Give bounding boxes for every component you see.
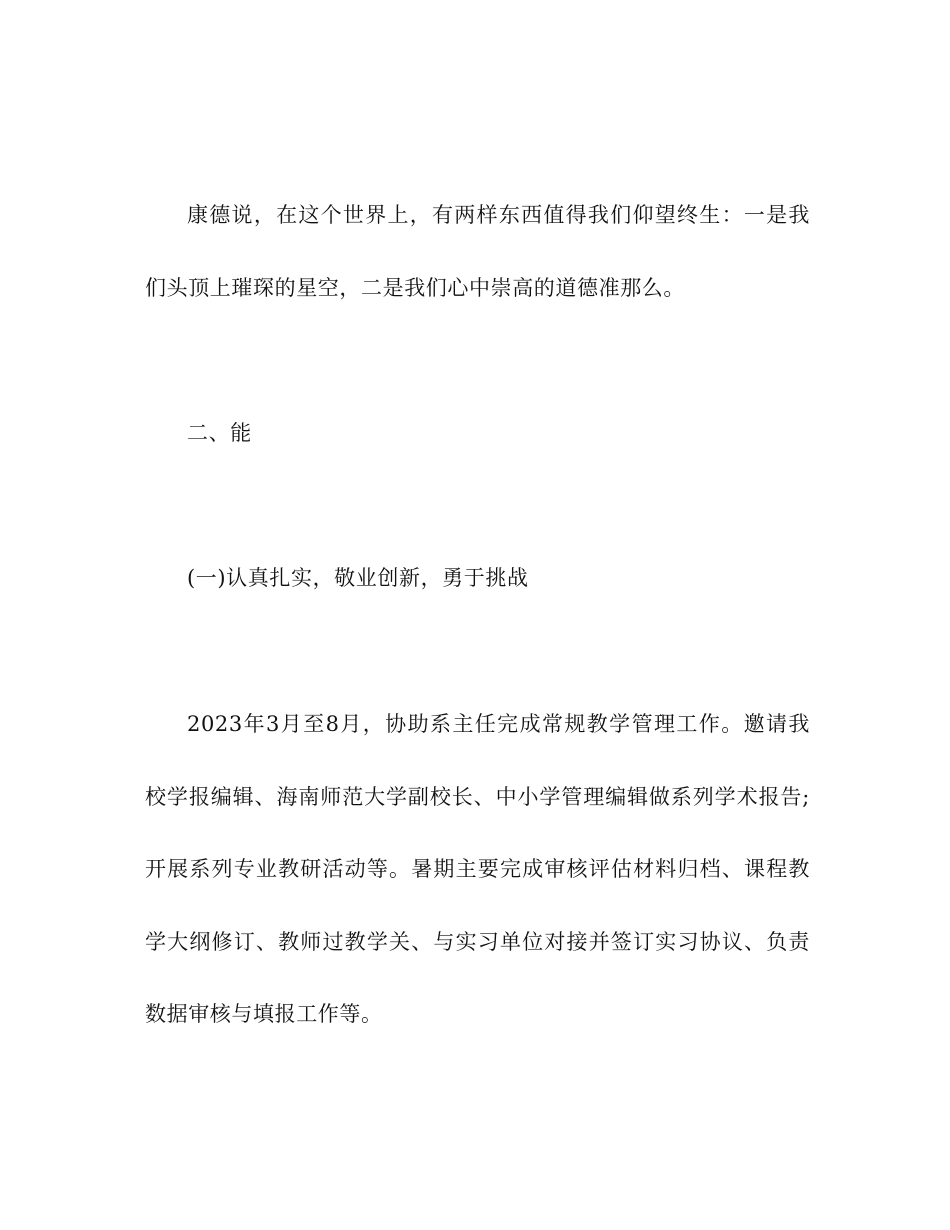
paragraph-kant-quote: 康德说，在这个世界上，有两样东西值得我们仰望终生：一是我们头顶上璀琛的星空，二是我们心中崇高的道德准那么。 [145, 203, 810, 300]
section-heading-two: 二、能 [187, 421, 252, 445]
subsection-heading-one: (一)认真扎实，敬业创新，勇于挑战 [187, 566, 529, 590]
paragraph-work-summary: 2023年3月至8月，协助系主任完成常规教学管理工作。邀请我校学报编辑、海南师范大学副校长、中小学管理编辑做系列学术报告;开展系列专业教研活动等。暑期主要完成审核评估材料归档、课程教学大纲修订、教师过教学关、与实习单位对接并签订实习协议、负责数据审核与填报工作等。 [145, 712, 810, 1026]
